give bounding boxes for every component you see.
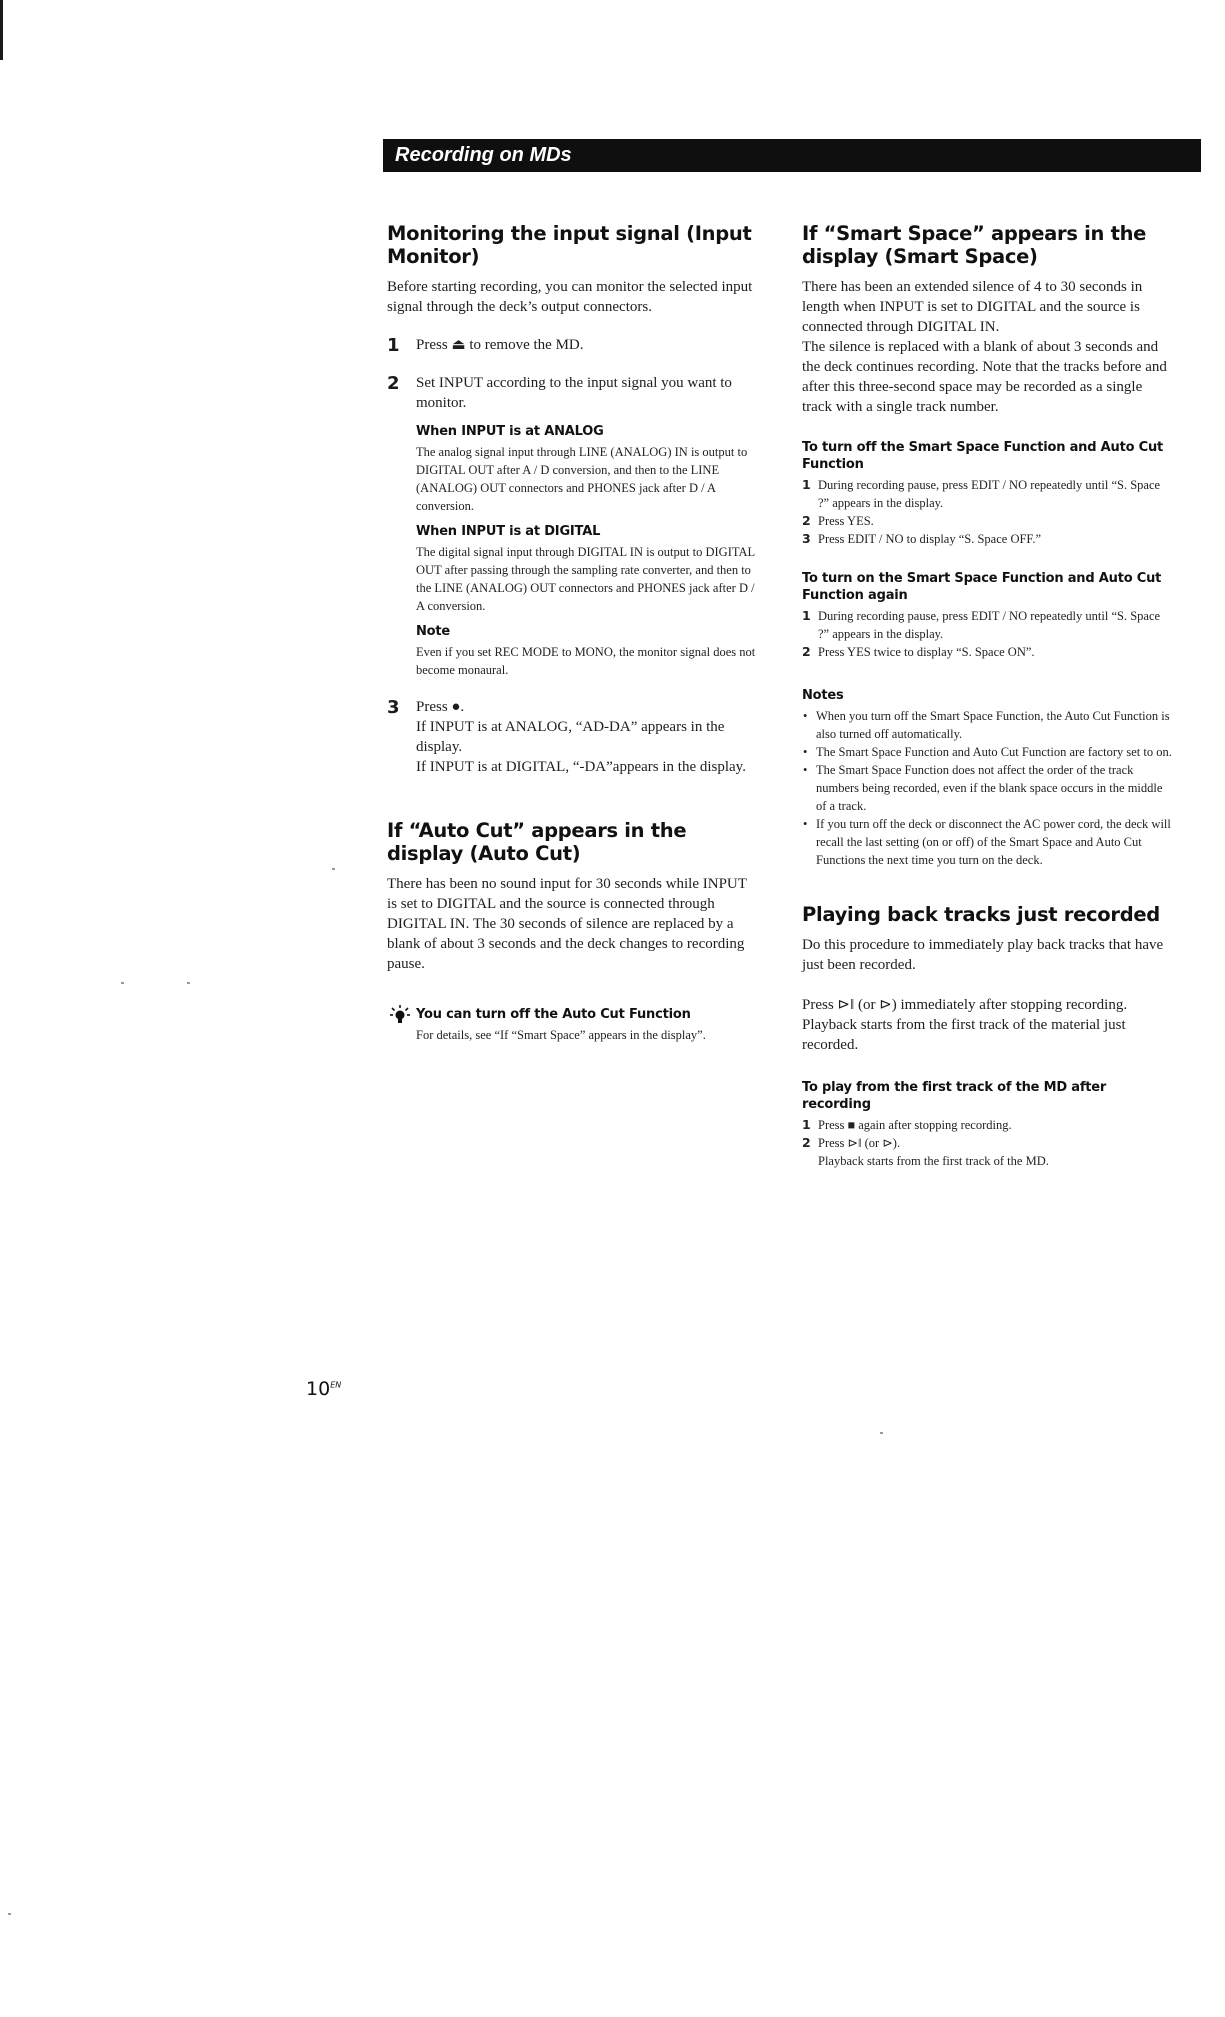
note-text: Even if you set REC MODE to MONO, the monitor signal does not become monaural. <box>416 645 756 677</box>
list-item: 2 Press YES. <box>802 513 874 528</box>
playback-section <box>802 903 1174 1170</box>
analog-block <box>416 423 759 515</box>
analog-text: The analog signal input through LINE (ANALOG) IN is output to DIGITAL OUT after A / D conversion, and then to the LINE (ANALOG) OUT connectors and PHONES jack after D / A conversion. <box>416 445 748 513</box>
list-item: 1 Press ■ again after stopping recording. <box>802 1117 1012 1132</box>
first-track-steps <box>802 1116 1174 1152</box>
step-1 <box>387 335 759 355</box>
step-3-digital-line: If INPUT is at DIGITAL, “-DA”appears in the display. <box>416 759 746 775</box>
scan-edge-mark <box>0 0 3 60</box>
smart-space-on-heading: To turn on the Smart Space Function and Auto Cut Function again <box>802 571 1162 603</box>
notes-heading: Notes <box>802 688 844 703</box>
step-2 <box>387 373 759 679</box>
scan-speck <box>8 1913 11 1915</box>
digital-block <box>416 523 759 615</box>
smart-space-off-block <box>802 439 1174 548</box>
smart-space-text-2: The silence is replaced with a blank of about 3 seconds and the deck continues recording. Note that the tracks before and after this three-second space may be recorded as a single track with a single track number. <box>802 339 1167 415</box>
smart-space-text-1: There has been an extended silence of 4 to 30 seconds in length when INPUT is set to DIGITAL and the source is connected through DIGITAL IN. <box>802 279 1143 335</box>
monitoring-heading: Monitoring the input signal (Input Monitor) <box>387 222 752 268</box>
note-block <box>416 623 759 679</box>
tip-heading: You can turn off the Auto Cut Function <box>416 1007 691 1022</box>
digital-text: The digital signal input through DIGITAL IN is output to DIGITAL OUT after passing through the sampling rate converter, and then to the LINE (ANALOG) OUT connectors and PHONES jack after D / A conversion. <box>416 545 755 613</box>
tip-text: For details, see “If “Smart Space” appears in the display”. <box>416 1028 706 1042</box>
step-3-analog-line: If INPUT is at ANALOG, “AD-DA” appears in the display. <box>416 719 725 755</box>
auto-cut-section <box>387 819 759 1044</box>
list-item: • When you turn off the Smart Space Function, the Auto Cut Function is also turned off automatically. <box>802 707 1174 743</box>
list-item: • The Smart Space Function and Auto Cut Function are factory set to on. <box>802 743 1174 761</box>
tip-block <box>387 1006 759 1044</box>
first-track-heading: To play from the first track of the MD after recording <box>802 1080 1107 1112</box>
analog-heading: When INPUT is at ANALOG <box>416 424 604 439</box>
digital-heading: When INPUT is at DIGITAL <box>416 524 601 539</box>
list-item: 1 During recording pause, press EDIT / NO repeatedly until “S. Space ?” appears in the display. <box>802 477 1161 510</box>
playback-intro: Do this procedure to immediately play back tracks that have just been recorded. <box>802 937 1164 973</box>
notes-block <box>802 687 1174 869</box>
auto-cut-heading: If “Auto Cut” appears in the display (Auto Cut) <box>387 819 687 865</box>
smart-space-off-steps <box>802 476 1174 548</box>
first-track-block <box>802 1079 1174 1170</box>
list-item: 1 During recording pause, press EDIT / NO repeatedly until “S. Space ?” appears in the display. <box>802 608 1161 641</box>
note-heading: Note <box>416 624 451 639</box>
list-item: 2 Press YES twice to display “S. Space ON”. <box>802 644 1035 659</box>
smart-space-on-block <box>802 570 1174 661</box>
step-2-text: Set INPUT according to the input signal you want to monitor. <box>416 375 732 411</box>
left-column <box>387 222 759 1044</box>
playback-starts-line: Playback starts from the first track of the material just recorded. <box>802 1017 1126 1053</box>
page-number: $10^{EN}$ <box>306 1378 342 1400</box>
step-1-number: 1 <box>387 335 400 356</box>
scan-speck <box>187 982 190 984</box>
section-banner: Recording on MDs <box>383 139 1201 172</box>
step-3-press: Press ●. <box>416 699 465 715</box>
list-item: 2 Press ⊳ǁ (or ⊳). <box>802 1135 901 1150</box>
right-column <box>802 222 1174 1170</box>
lightbulb-hint-icon <box>390 1004 410 1026</box>
monitoring-intro: Before starting recording, you can monitor the selected input signal through the deck’s output connectors. <box>387 279 753 315</box>
scan-speck <box>880 1432 883 1434</box>
list-item: 3 Press EDIT / NO to display “S. Space OFF.” <box>802 531 1042 546</box>
smart-space-off-heading: To turn off the Smart Space Function and Auto Cut Function <box>802 440 1164 472</box>
smart-space-on-steps <box>802 607 1174 661</box>
step-1-text: Press ⏏ to remove the MD. <box>416 337 584 353</box>
step-2-number: 2 <box>387 373 400 394</box>
step-3 <box>387 697 759 777</box>
step-3-number: 3 <box>387 697 400 718</box>
list-item: • The Smart Space Function does not affect the order of the track numbers being recorded, even if the blank space occurs in the middle of a track. <box>802 761 1174 815</box>
first-track-after: Playback starts from the first track of the MD. <box>818 1154 1049 1168</box>
scan-speck <box>121 982 124 984</box>
playback-press-line: Press ⊳ǁ (or ⊳) immediately after stopping recording. <box>802 997 1128 1013</box>
notes-list <box>802 707 1174 869</box>
smart-space-heading: If “Smart Space” appears in the display (Smart Space) <box>802 222 1147 268</box>
list-item: • If you turn off the deck or disconnect the AC power cord, the deck will recall the last setting (on or off) of the Smart Space and Auto Cut Functions the next time you turn on the deck. <box>802 815 1174 869</box>
auto-cut-text: There has been no sound input for 30 seconds while INPUT is set to DIGITAL and the source is connected through DIGITAL IN. The 30 seconds of silence are replaced by a blank of about 3 seconds and the deck changes to recording pause. <box>387 876 747 972</box>
scan-speck <box>332 868 335 870</box>
playback-heading: Playing back tracks just recorded <box>802 903 1160 926</box>
